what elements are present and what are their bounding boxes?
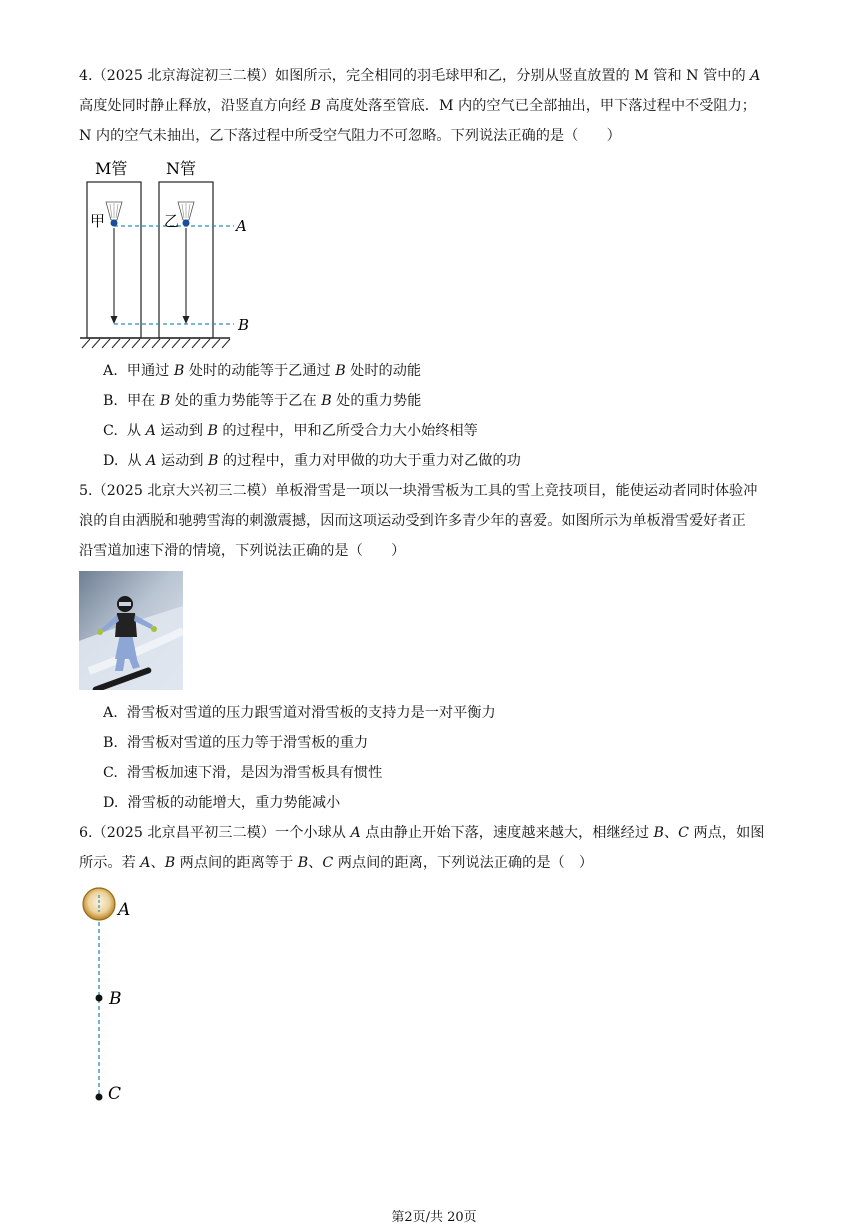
q4-var: B [310,98,321,114]
q4-var: A [750,68,761,84]
tube-m-label: M管 [95,159,128,178]
option-letter: B. [103,393,118,409]
option-letter: A. [103,363,118,379]
q4-option-b[interactable] [103,391,421,411]
level-b-label: B [238,316,250,334]
option-letter: C. [103,765,118,781]
q6-source: （2025 北京昌平初三二模） [92,825,276,841]
q5-line-1 [79,481,757,501]
tubes-figure [76,152,276,352]
q5-source: （2025 北京大兴初三二模） [92,483,276,499]
page-footer: 第2页/共 20页 [391,1210,477,1225]
option-text: 运动到 [156,453,208,469]
option-text: 处时的动能等于乙通过 [184,363,336,379]
option-text: 处的重力势能等于乙在 [170,393,322,409]
q4-option-d[interactable] [103,451,521,471]
q6-text: 所示。若 [79,855,141,871]
q4-line-3 [79,126,621,146]
q6-text: 一个小球从 [275,825,351,841]
falling-ball-figure [76,882,156,1112]
q6-number: 6. [79,825,93,841]
option-text: 从 [127,453,147,469]
option-letter: A. [103,705,118,721]
ball-jia-label: 甲 [90,212,106,230]
point-c-dot [96,1094,103,1101]
snowboarder-photo [79,571,183,690]
option-text: 的过程中，重力对甲做的功大于重力对乙做的功 [218,453,521,469]
option-text: 滑雪板对雪道的压力等于滑雪板的重力 [126,735,369,751]
option-text: 从 [126,423,146,439]
q5-option-a[interactable] [103,703,496,723]
q4-number: 4. [79,68,93,84]
q4-text: 高度处落至管底．M 内的空气已全部抽出，甲下落过程中不受阻力； [320,98,756,114]
q6-text: 、 [150,855,165,871]
q6-var: B [164,855,176,871]
q5-option-b[interactable] [103,733,368,753]
q6-var: B [653,825,664,841]
point-c-label: C [108,1084,122,1104]
point-b-label: B [109,989,122,1009]
option-text: 滑雪板的动能增大，重力势能减小 [127,795,341,811]
q6-text: 、 [308,855,323,871]
option-text: 滑雪板对雪道的压力跟雪道对滑雪板的支持力是一对平衡力 [126,705,496,721]
option-text: 滑雪板加速下滑，是因为滑雪板具有惯性 [126,765,383,781]
q4-text: 如图所示，完全相同的羽毛球甲和乙，分别从竖直放置的 M 管和 N 管中的 [275,68,751,84]
option-var: B [207,453,219,469]
ball [83,888,115,920]
q4-line-1 [79,66,760,86]
q5-text: 沿雪道加速下滑的情境，下列说法正确的是（ ） [79,543,406,559]
point-a-label: A [118,900,131,920]
option-text: 的过程中，甲和乙所受合力大小始终相等 [217,423,478,439]
q5-number: 5. [79,483,93,499]
q4-option-a[interactable] [103,361,421,381]
option-var: B [159,393,171,409]
q6-var: A [350,825,361,841]
q5-text: 浪的自由洒脱和驰骋雪海的刺激震撼，因而这项运动受到许多青少年的喜爱。如图所示为单板滑雪爱好者正 [79,513,746,529]
point-b-dot [96,995,103,1002]
q5-option-c[interactable] [103,763,382,783]
q6-line-1 [79,823,764,843]
q5-line-3 [79,541,405,561]
option-var: B [335,363,346,379]
option-var: A [146,453,157,469]
option-letter: B. [103,735,118,751]
option-letter: D. [103,795,119,811]
level-a-label: A [236,217,247,235]
q6-var: B [297,855,309,871]
option-text: 运动到 [155,423,208,439]
ball-yi-label: 乙 [164,212,180,230]
option-text: 甲在 [126,393,160,409]
q6-var: A [140,855,151,871]
q6-line-2 [79,853,593,873]
option-text: 甲通过 [126,363,174,379]
q6-text: 两点间的距离，下列说法正确的是（ ） [333,855,594,871]
q6-text: 、 [663,825,679,841]
q6-var: C [678,825,690,841]
option-text: 处的重力势能 [331,393,422,409]
option-letter: D. [103,453,119,469]
q4-text: 高度处同时静止释放，沿竖直方向经 [79,98,311,114]
shuttlecock-yi [178,202,194,227]
q5-option-d[interactable] [103,793,340,813]
option-var: B [321,393,332,409]
q5-line-2 [79,511,746,531]
q4-option-c[interactable] [103,421,478,441]
tube-n-label: N管 [166,159,197,178]
q4-line-2 [79,96,756,116]
option-letter: C. [103,423,118,439]
option-var: B [173,363,185,379]
q6-text: 两点，如图 [689,825,765,841]
arrow-yi-head [183,316,190,324]
q6-var: C [322,855,334,871]
q4-source: （2025 北京海淀初三二模） [92,68,276,84]
option-var: A [145,423,156,439]
option-var: B [207,423,218,439]
q5-text: 单板滑雪是一项以一块滑雪板为工具的雪上竞技项目，能使运动者同时体验冲 [275,483,758,499]
option-text: 处时的动能 [345,363,422,379]
q6-text: 两点间的距离等于 [175,855,298,871]
q4-text: N 内的空气未抽出，乙下落过程中所受空气阻力不可忽略。下列说法正确的是（ ） [79,128,621,144]
arrow-jia-head [111,316,118,324]
q6-text: 点由静止开始下落，速度越来越大，相继经过 [360,825,654,841]
shuttlecock-jia [106,202,122,227]
ground-hatch [82,339,230,348]
